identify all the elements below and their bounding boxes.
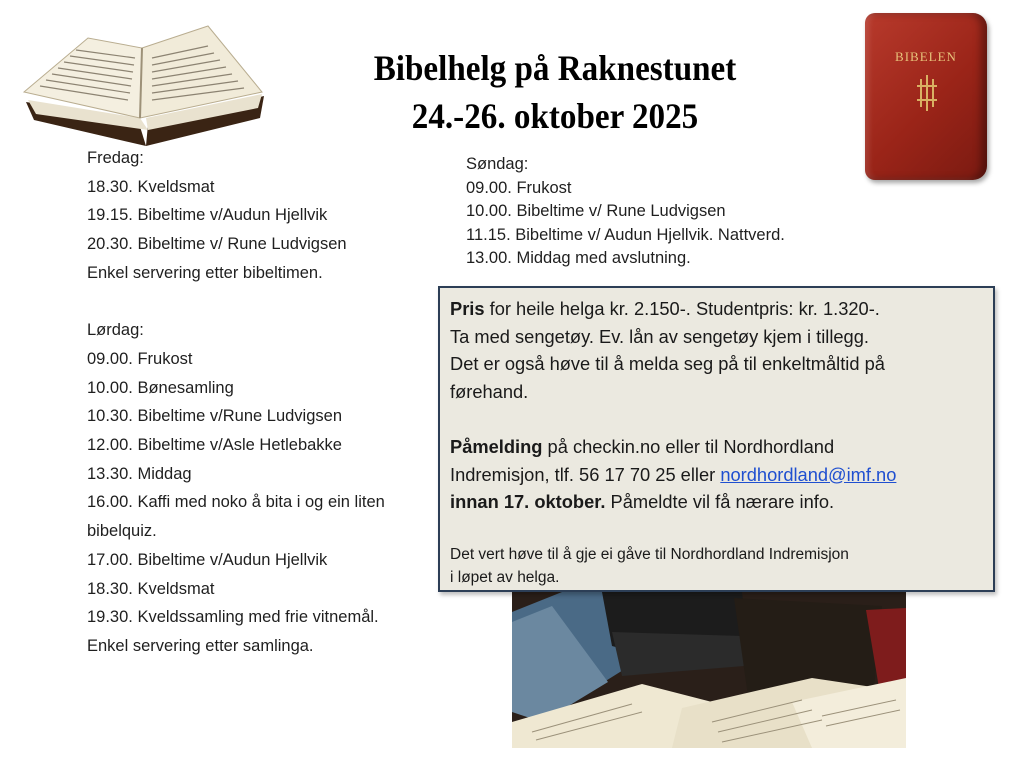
schedule-item: 13.00. Middag med avslutning.: [466, 249, 691, 267]
schedule-item: 10.30. Bibeltime v/Rune Ludvigsen: [87, 407, 342, 426]
schedule-right-column: [466, 153, 785, 271]
page-title: [320, 44, 789, 140]
schedule-item: Enkel servering etter bibeltimen.: [87, 263, 323, 282]
price-text: for heile helga kr. 2.150-. Studentpris: kr. 1.320-.: [484, 298, 880, 319]
schedule-item: 17.00. Bibeltime v/Audun Hjellvik: [87, 550, 328, 569]
gift-line-cont: i løpet av helga.: [450, 568, 560, 586]
sunday-heading: Søndag:: [466, 155, 529, 173]
cross-emblem-icon: [913, 73, 941, 113]
friday-heading: Fredag:: [87, 149, 144, 167]
deadline-line: [450, 488, 983, 516]
schedule-item: 10.00. Bønesamling: [87, 378, 234, 397]
title-line-dates: 24.-26. oktober 2025: [411, 96, 699, 136]
price-line: [450, 295, 983, 323]
schedule-item: 09.00. Frukost: [466, 178, 572, 197]
meals-line: Det er også høve til å melda seg på til enkeltmåltid på: [450, 353, 885, 375]
meals-line-cont: førehand.: [450, 381, 529, 403]
email-link[interactable]: nordhordland@imf.no: [720, 463, 897, 485]
schedule-item: 12.00. Bibeltime v/Asle Hetlebakke: [87, 436, 342, 455]
bibles-photo: [512, 592, 906, 748]
schedule-item: 16.00. Kaffi med noko å bita i og ein liten: [87, 493, 385, 512]
schedule-left-column: [87, 144, 385, 661]
price-label: Pris: [450, 298, 485, 319]
schedule-item: 20.30. Bibeltime v/ Rune Ludvigsen: [87, 235, 347, 254]
schedule-item: bibelquiz.: [87, 522, 157, 541]
schedule-item: 11.15. Bibeltime v/ Audun Hjellvik. Nattverd.: [466, 225, 785, 244]
info-box: [438, 286, 995, 592]
gift-line: Det vert høve til å gje ei gåve til Nordhordland Indremisjon: [450, 545, 849, 563]
schedule-item: 18.30. Kveldsmat: [87, 579, 215, 598]
signup-text: på checkin.no eller til Nordhordland: [542, 435, 835, 457]
schedule-item: 10.00. Bibeltime v/ Rune Ludvigsen: [466, 202, 726, 220]
spacer: [450, 516, 983, 543]
schedule-item: Enkel servering etter samlinga.: [87, 636, 314, 655]
spacer: [87, 288, 385, 317]
title-line-event: Bibelhelg på Raknestunet: [373, 48, 737, 88]
red-bible-image: [865, 13, 987, 180]
signup-label: Påmelding: [450, 435, 543, 457]
contact-text: Indremisjon, tlf. 56 17 70 25 eller: [450, 463, 721, 485]
schedule-item: 09.00. Frukost: [87, 349, 193, 368]
spacer: [450, 406, 983, 433]
schedule-item: 19.30. Kveldssamling med frie vitnemål.: [87, 608, 379, 627]
deadline-label: innan 17. oktober.: [450, 491, 606, 513]
schedule-item: 18.30. Kveldsmat: [87, 177, 215, 196]
red-bible-cover-text: BIBELEN: [895, 49, 957, 64]
contact-line: [450, 461, 983, 489]
signup-line: [450, 433, 983, 461]
schedule-item: 13.30. Middag: [87, 464, 192, 483]
saturday-heading: Lørdag:: [87, 321, 144, 340]
schedule-item: 19.15. Bibeltime v/Audun Hjellvik: [87, 206, 328, 225]
bedding-line: Ta med sengetøy. Ev. lån av sengetøy kjem i tillegg.: [450, 325, 869, 347]
open-bible-image: [18, 20, 268, 148]
deadline-text: Påmeldte vil få nærare info.: [605, 491, 835, 513]
